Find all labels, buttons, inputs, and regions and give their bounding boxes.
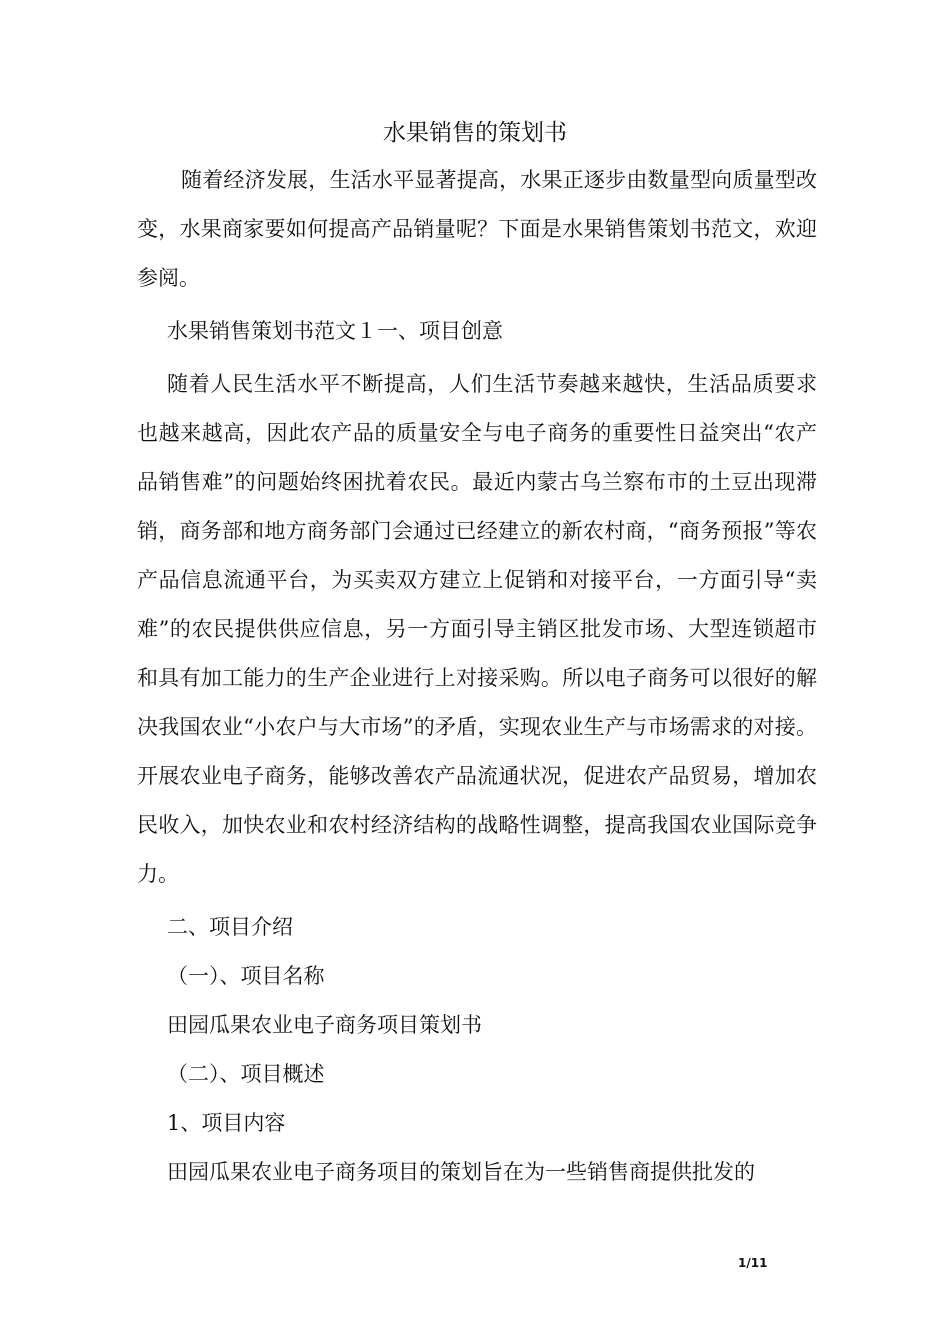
- section-heading-sample-1: 水果销售策划书范文１一、项目创意: [167, 319, 503, 343]
- subheading-project-overview: （二）、项目概述: [167, 1062, 325, 1086]
- project-content-paragraph: 田园瓜果农业电子商务项目的策划旨在为一些销售商提供批发的: [167, 1160, 755, 1184]
- subheading-project-name: （一）、项目名称: [167, 964, 325, 988]
- section-heading-project-intro: 二、项目介绍: [167, 915, 293, 939]
- project-name-paragraph: 田园瓜果农业电子商务项目策划书: [167, 1013, 482, 1037]
- page-number: 1/11: [738, 1256, 768, 1270]
- intro-paragraph: 随着经济发展，生活水平显著提高，水果正逐步由数量型向质量型改变，水果商家要如何提高产品销量呢？下面是水果销售策划书范文，欢迎参阅。: [137, 168, 817, 290]
- document-body: [137, 156, 817, 1197]
- project-idea-paragraph: 随着人民生活水平不断提高，人们生活节奏越来越快，生活品质要求也越来越高，因此农产品的质量安全与电子商务的重要性日益突出“农产品销售难”的问题始终困扰着农民。最近内蒙古乌兰察布市的土豆出现滞销，商务部和地方商务部门会通过已经建立的新农村商，“商务预报”等农产品信息流通平台，为买卖双方建立上促销和对接平台，一方面引导“卖难”的农民提供供应信息，另一方面引导主销区批发市场、大型连锁超市和具有加工能力的生产企业进行上对接采购。所以电子商务可以很好的解决我国农业“小农户与大市场”的矛盾，实现农业生产与市场需求的对接。开展农业电子商务，能够改善农产品流通状况，促进农产品贸易，增加农民收入，加快农业和农村经济结构的战略性调整，提高我国农业国际竞争力。: [137, 372, 817, 886]
- document-title: 水果销售的策划书: [383, 120, 567, 146]
- subheading-project-content: 1、项目内容: [167, 1111, 286, 1135]
